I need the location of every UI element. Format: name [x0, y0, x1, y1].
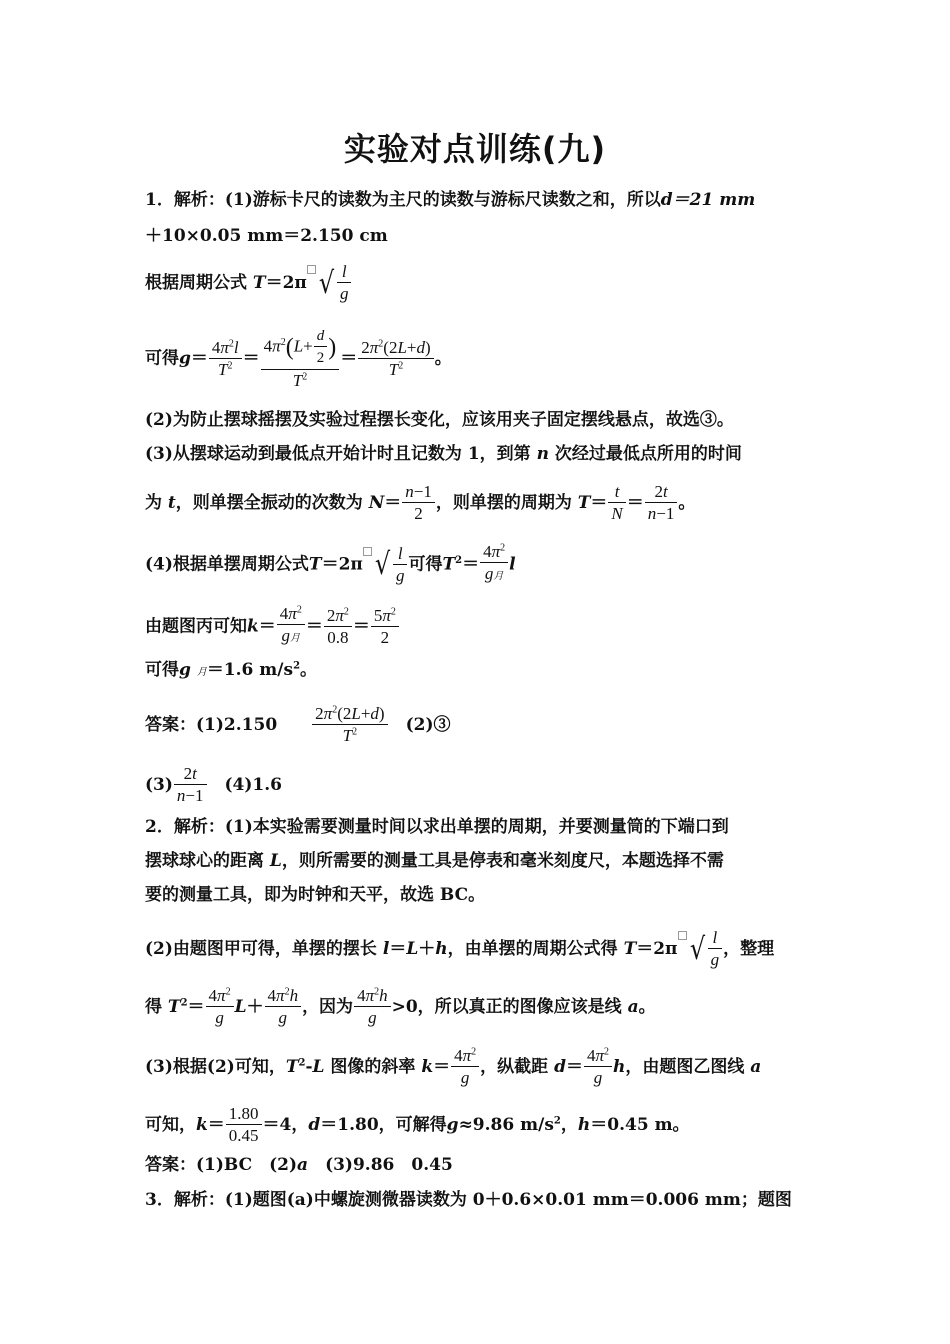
- q2-l7c: ＝1.80，可解得: [320, 1115, 447, 1135]
- q1-line-4: 可得g＝ $\frac{4\pi^2l}{T^2}$ ＝ $4\pi^2(L+$ $\frac{d}{2}$ ) $T^2$ ＝ $\frac{2\pi^2(2L+d)}{T^2}$ 。: [145, 328, 452, 390]
- q1-period-label: 根据周期公式: [145, 273, 247, 293]
- q1-line-3: 根据周期公式 T＝2π √ $\frac{l}{g}$: [145, 262, 810, 305]
- q2-line-7: 可知，k＝ $\frac{1.80}{0.45}$ ＝4，d＝1.80，可解得g≈9.86 $m/s^2$，h＝0.45 m。: [145, 1104, 690, 1145]
- q1-l7a: 为: [145, 493, 162, 513]
- page-title: 实验对点训练(九): [343, 130, 607, 168]
- q1-line-1: [145, 188, 810, 212]
- q1-l7c: ，则单摆的周期为: [435, 493, 572, 513]
- q2-answer-text: 答案：(1)BC (2): [145, 1155, 298, 1175]
- q3-line-1: 3．解析：(1)题图(a)中螺旋测微器读数为 0＋0.6×0.01 mm＝0.006 mm；题图: [145, 1190, 792, 1210]
- q1-line-2: ＋10×0.05 mm＝2.150 cm: [145, 226, 388, 246]
- q1-line-9: 由题图丙可知k＝ $4\pi^2$ g月 ＝ $\frac{2\pi^2}{0.8}$ ＝ $\frac{5\pi^2}{2}$: [145, 604, 810, 650]
- q2-l6c: ，纵截距: [480, 1057, 549, 1077]
- q2-l6b: 图像的斜率: [330, 1057, 416, 1077]
- q1-l8b: 可得: [408, 554, 443, 575]
- q2-l4b: ，由单摆的周期公式得: [447, 939, 618, 959]
- q2-l5a: 得: [145, 997, 162, 1017]
- q2-line-4: (2)由题图甲可得，单摆的摆长 l＝L＋h，由单摆的周期公式得 T＝2π √ $\frac{l}{g}$ ，整理: [145, 928, 775, 969]
- q2-answer-3: (3)9.86 0.45: [325, 1155, 453, 1175]
- sqrt-formula: √ $\frac{l}{g}$: [307, 262, 353, 305]
- q2-line-3: 要的测量工具，即为时钟和天平，故选 BC。: [145, 885, 486, 905]
- q2-l6a: (3)根据(2)可知，: [145, 1057, 286, 1077]
- q1-line-7: 为 t，则单摆全振动的次数为 N＝ $\frac{n-1}{2}$ ，则单摆的周期为 T＝ $\frac{t}{N}$ ＝ $\frac{2t}{n-1}$ 。: [145, 482, 696, 523]
- q1-text: 1．解析：(1)游标卡尺的读数为主尺的读数与游标尺读数之和，所以: [145, 190, 661, 210]
- q2-line-1: 2．解析：(1)本实验需要测量时间以求出单摆的周期，并要测量筒的下端口到: [145, 817, 729, 837]
- q2-g-value: ≈9.86 m/s: [458, 1115, 554, 1135]
- q2-l7b: ＝4，: [262, 1115, 309, 1135]
- q2-line-5: 得 $T^2=$ $\frac{4\pi^2}{g}$ L＋ $\frac{4\pi^2h}{g}$ ，因为 $\frac{4\pi^2h}{g}$ >0，所以真正的图像应该是线 a。: [145, 986, 656, 1027]
- q1-d-value: d＝21 mm: [660, 190, 756, 210]
- q1-l7b: ，则单摆全振动的次数为: [175, 493, 363, 513]
- q1-line-5: (2)为防止摆球摇摆及实验过程摆长变化，应该用夹子固定摆线悬点，故选③。: [145, 410, 734, 430]
- q1-l6a: (3)从摆球运动到最低点开始计时且记数为 1，到第: [145, 444, 531, 464]
- q1-l10: 可得: [145, 660, 179, 680]
- q2-l7e: ，: [560, 1115, 578, 1135]
- q1-line-8: (4)根据单摆周期公式T＝2π √ $\frac{l}{g}$ 可得$T^2=$ $4\pi^2$ g月 l: [145, 542, 810, 588]
- q1-answer-4: (4)1.6: [224, 775, 283, 795]
- q2-l5c: >0，所以真正的图像应该是线: [391, 997, 622, 1017]
- q2-h-value: ＝0.45 m。: [590, 1115, 690, 1135]
- q1-answer-line-2: (3) $\frac{2t}{n-1}$ (4)1.6: [145, 764, 283, 805]
- q1-answer-line-1: 答案：(1)2.150 $\frac{2\pi^2(2L+d)}{T^2}$ (2)③: [145, 704, 451, 745]
- q2-l7a: 可知，: [145, 1115, 196, 1135]
- q1-line-6: (3)从摆球运动到最低点开始计时且记数为 1，到第 n 次经过最低点所用的时间: [145, 444, 742, 464]
- q2-l4a: (2)由题图甲可得，单摆的摆长: [145, 939, 377, 959]
- q1-line-10: 可得g 月＝1.6 $m/s^2$。: [145, 660, 318, 680]
- q2-l5b: ，因为: [302, 997, 354, 1017]
- q1-answer-2: (2)③: [405, 715, 451, 735]
- q2-l2a: 摆球球心的距离: [145, 851, 264, 871]
- q2-answer: 答案：(1)BC (2)a (3)9.86 0.45: [145, 1155, 453, 1175]
- q1-derive-label: 可得: [145, 348, 179, 369]
- q2-line-6: (3)根据(2)可知，$T^2-L$ 图像的斜率 k＝ $\frac{4\pi^2}{g}$ ，纵截距 d＝ $\frac{4\pi^2}{g}$ h，由题图乙图线 a: [145, 1046, 762, 1087]
- q2-l4c: ，整理: [723, 939, 775, 959]
- q2-l6d: ，由题图乙图线: [625, 1057, 745, 1077]
- q1-l9a: 由题图丙可知: [145, 616, 247, 637]
- q1-l6b: 次经过最低点所用的时间: [554, 444, 742, 464]
- q1-answer-1: 答案：(1)2.150: [145, 715, 278, 735]
- q2-line-2: 摆球球心的距离 L，则所需要的测量工具是停表和毫米刻度尺，本题选择不需: [145, 851, 724, 871]
- q2-l2b: ，则所需要的测量工具是停表和毫米刻度尺，本题选择不需: [281, 851, 724, 871]
- q1-g-moon-value: ＝1.6 m/s: [206, 660, 294, 680]
- q1-answer-3-label: (3): [145, 775, 173, 795]
- q1-l8a: (4)根据单摆周期公式: [145, 554, 309, 575]
